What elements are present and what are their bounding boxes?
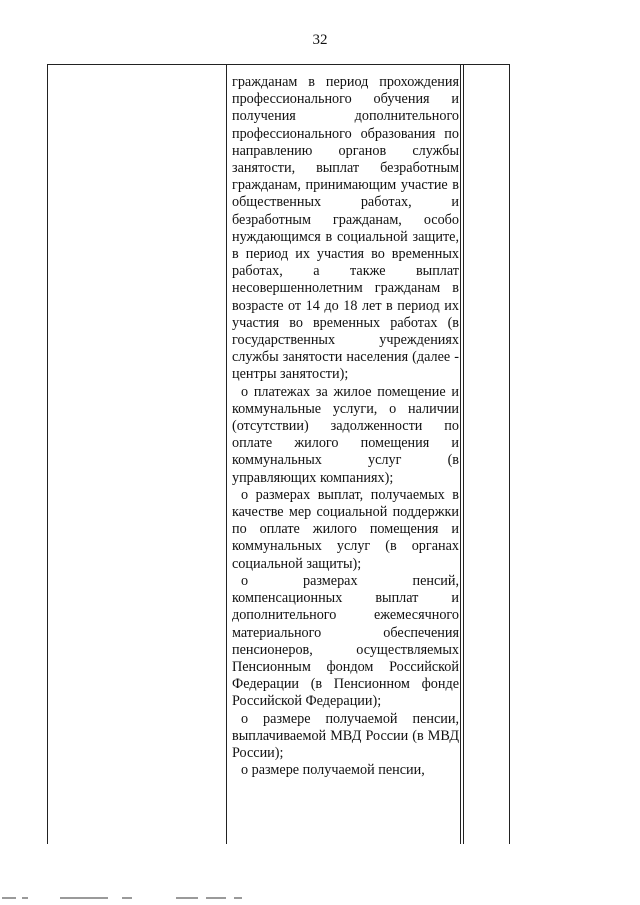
- table-cell-middle-text: [226, 65, 463, 779]
- scan-artifact-mark: [2, 897, 16, 899]
- document-table: [47, 64, 461, 844]
- paragraph-social-support-payments: о размерах выплат, получаемых в качестве мер социальной поддержки по оплате жилого помещения и коммунальных услуг (в органах социальной защиты);: [232, 486, 459, 572]
- scan-artifact-mark: [60, 897, 108, 899]
- scan-artifact-mark: [122, 897, 132, 899]
- scan-artifact-mark: [206, 897, 226, 899]
- scan-artifact: [0, 897, 260, 901]
- scan-artifact-mark: [234, 897, 242, 899]
- table-right-column-top-border: [461, 64, 509, 65]
- paragraph-unemployment-payments: гражданам в период прохождения профессионального обучения и получения дополнительного профессионального образования по направлению органов службы занятости, выплат безработным гражданам, принимающим участие в общественных работах, и безработным гражданам, особо нуждающимся в социальной защите, в период их участия во временных работах, а также выплат несовершеннолетним гражданам в возрасте от 14 до 18 лет в период их участия во временных работах (в государственных учреждениях службы занятости населения (далее - центры занятости);: [232, 74, 459, 383]
- table-cell-middle: [226, 65, 463, 845]
- paragraph-pension-continued: о размере получаемой пенсии,: [241, 762, 425, 779]
- table-right-column-border: [509, 64, 510, 844]
- page-number: 32: [312, 32, 328, 48]
- table-column-divider-right: [463, 65, 464, 844]
- paragraph-mvd-pension: о размере получаемой пенсии, выплачиваемой МВД России (в МВД России);: [232, 710, 459, 761]
- paragraph-housing-payments: о платежах за жилое помещение и коммунальные услуги, о наличии (отсутствии) задолженности по оплате жилого помещения и коммунальных услуг (в управляющих компаниях);: [232, 383, 459, 486]
- scan-artifact-mark: [22, 897, 28, 899]
- paragraph-pension-fund: о размерах пенсий, компенсационных выплат и дополнительного ежемесячного материального обеспечения пенсионеров, осуществляемых Пенсионным фондом Российской Федерации (в Пенсионном фонде Российской Федерации);: [232, 572, 459, 710]
- scan-artifact-mark: [176, 897, 198, 899]
